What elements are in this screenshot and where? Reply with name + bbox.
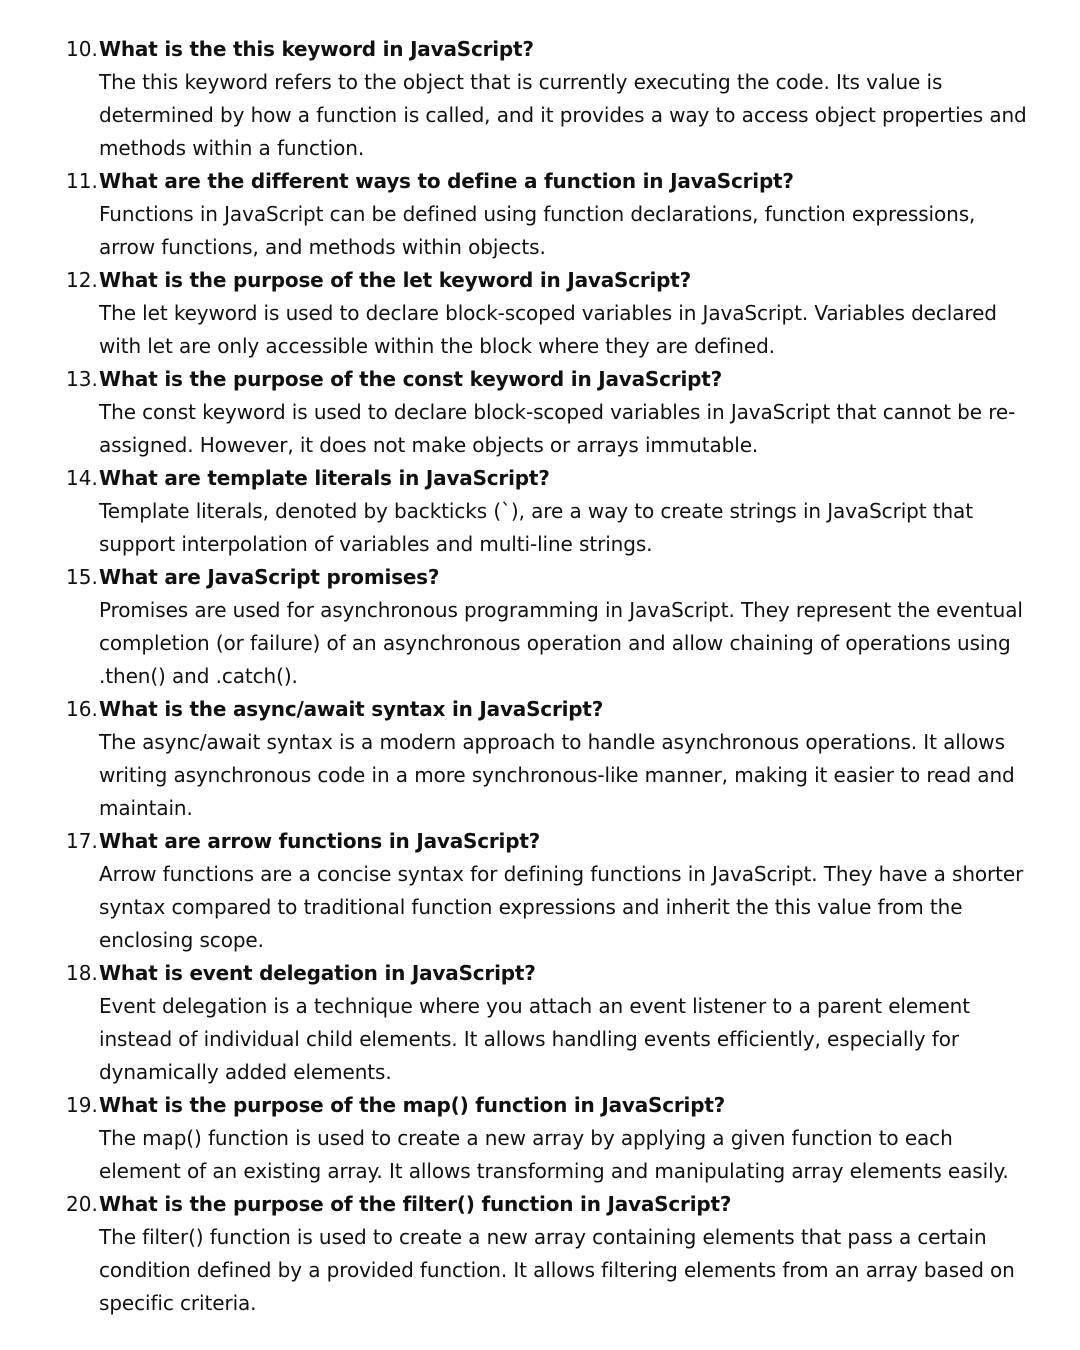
list-item	[66, 1089, 1036, 1188]
answer-text: The async/await syntax is a modern approach to handle asynchronous operations. It allows writing asynchronous code in a more synchronous-like manner, making it easier to read and maintain.	[99, 730, 1015, 820]
question-heading: What is the purpose of the const keyword in JavaScript?	[99, 367, 722, 391]
question-number: 10.	[66, 37, 98, 61]
question-number: 15.	[66, 565, 98, 589]
list-item	[66, 462, 1036, 561]
question-heading: What is the purpose of the let keyword in JavaScript?	[99, 268, 692, 292]
answer-text: The let keyword is used to declare block-scoped variables in JavaScript. Variables declared with let are only accessible within the block where they are defined.	[99, 301, 997, 358]
question-number: 18.	[66, 961, 98, 985]
question-number: 11.	[66, 169, 98, 193]
question-heading: What are arrow functions in JavaScript?	[99, 829, 541, 853]
answer-text: Arrow functions are a concise syntax for defining functions in JavaScript. They have a shorter syntax compared to traditional function expressions and inherit the this value from the enclosing scope.	[99, 862, 1024, 952]
question-heading: What is the this keyword in JavaScript?	[99, 37, 534, 61]
answer-text: The filter() function is used to create a new array containing elements that pass a certain condition defined by a provided function. It allows filtering elements from an array based on specific criteria.	[99, 1225, 1015, 1315]
question-number: 13.	[66, 367, 98, 391]
question-number: 16.	[66, 697, 98, 721]
question-heading: What are template literals in JavaScript?	[99, 466, 550, 490]
question-number: 12.	[66, 268, 98, 292]
answer-text: Promises are used for asynchronous programming in JavaScript. They represent the eventual completion (or failure) of an asynchronous operation and allow chaining of operations using .then() and .catch().	[99, 598, 1023, 688]
question-heading: What is event delegation in JavaScript?	[99, 961, 536, 985]
question-heading: What are the different ways to define a function in JavaScript?	[99, 169, 794, 193]
list-item	[66, 693, 1036, 825]
list-item	[66, 264, 1036, 363]
question-number: 20.	[66, 1192, 98, 1216]
question-number: 17.	[66, 829, 98, 853]
question-heading: What is the async/await syntax in JavaScript?	[99, 697, 604, 721]
question-heading: What is the purpose of the map() function in JavaScript?	[99, 1093, 726, 1117]
answer-text: Functions in JavaScript can be defined using function declarations, function expressions, arrow functions, and methods within objects.	[99, 202, 976, 259]
list-item	[66, 1188, 1036, 1320]
question-heading: What is the purpose of the filter() function in JavaScript?	[99, 1192, 732, 1216]
question-heading: What are JavaScript promises?	[99, 565, 440, 589]
list-item	[66, 33, 1036, 165]
list-item	[66, 825, 1036, 957]
question-number: 14.	[66, 466, 98, 490]
list-item	[66, 561, 1036, 693]
answer-text: The map() function is used to create a new array by applying a given function to each element of an existing array. It allows transforming and manipulating array elements easily.	[99, 1126, 1009, 1183]
answer-text: The this keyword refers to the object that is currently executing the code. Its value is determined by how a function is called, and it provides a way to access object properties and methods within a function.	[99, 70, 1027, 160]
question-list	[66, 33, 1036, 1320]
answer-text: The const keyword is used to declare block-scoped variables in JavaScript that cannot be re-assigned. However, it does not make objects or arrays immutable.	[99, 400, 1016, 457]
list-item	[66, 363, 1036, 462]
answer-text: Template literals, denoted by backticks (`), are a way to create strings in JavaScript that support interpolation of variables and multi-line strings.	[99, 499, 973, 556]
question-number: 19.	[66, 1093, 98, 1117]
list-item	[66, 957, 1036, 1089]
answer-text: Event delegation is a technique where you attach an event listener to a parent element instead of individual child elements. It allows handling events efficiently, especially for dynamically added elements.	[99, 994, 970, 1084]
list-item	[66, 165, 1036, 264]
